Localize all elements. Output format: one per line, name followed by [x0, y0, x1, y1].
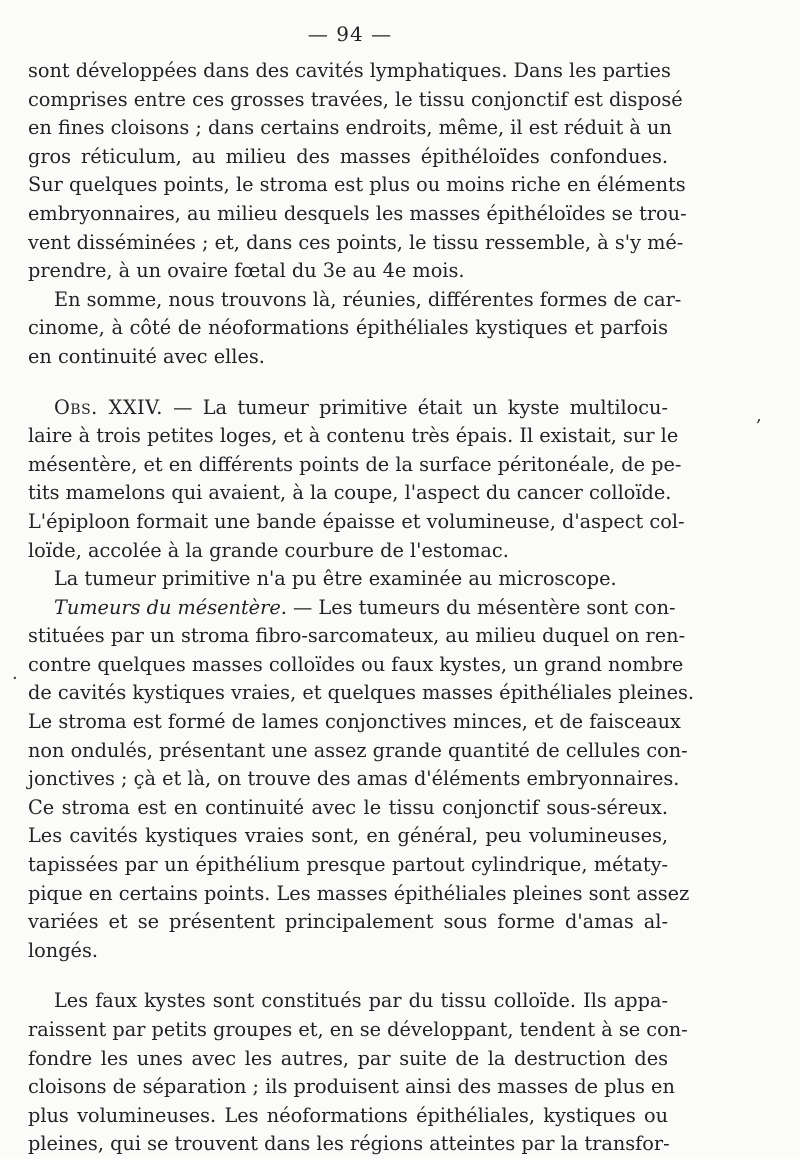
observation-label: Obs. XXIV. — [54, 395, 163, 419]
text-line: jonctives ; çà et là, on trouve des amas d'éléments embryonnaires. — [28, 767, 680, 791]
page-number: — 94 — — [307, 22, 393, 46]
section-label: Tumeurs du mésentère. — [54, 595, 287, 619]
text-line: pique en certains points. Les masses épithéliales pleines sont assez — [28, 881, 690, 905]
text-line: sont développées dans des cavités lymphatiques. Dans les parties — [28, 59, 671, 82]
text-line: non ondulés, présentant une assez grande quantité de cellules con- — [28, 738, 688, 762]
text-line: En somme, nous trouvons là, réunies, différentes formes de car- — [54, 287, 682, 311]
text-line: Les faux kystes sont constitués par du tissu colloïde. Ils appa- — [54, 989, 668, 1013]
text-line: tits mamelons qui avaient, à la coupe, l'aspect du cancer colloïde. — [28, 481, 672, 505]
text-line — [28, 594, 676, 623]
text-line: cinome, à côté de néoformations épithéliales kystiques et parfois — [28, 316, 668, 340]
text-line: embryonnaires, au milieu desquels les masses épithéloïdes se trou- — [28, 201, 687, 225]
text-span: — Les tumeurs du mésentère sont con- — [286, 595, 676, 619]
text-line: Le stroma est formé de lames conjonctives minces, et de faisceaux — [28, 710, 681, 734]
text-line: mésentère, et en différents points de la surface péritonéale, de pe- — [28, 452, 682, 476]
text-line: pleines, qui se trouvent dans les régions atteintes par la transfor- — [28, 1132, 670, 1156]
text-line — [28, 394, 668, 423]
margin-mark: · — [12, 668, 18, 689]
text-line: raissent par petits groupes et, en se développant, tendent à se con- — [28, 1018, 688, 1041]
text-line: Les cavités kystiques vraies sont, en général, peu volumineuses, — [28, 824, 668, 848]
text-line: en continuité avec elles. — [28, 344, 265, 368]
text-line: vent disséminées ; et, dans ces points, le tissu ressemble, à s'y mé- — [28, 230, 684, 254]
margin-mark: , — [756, 405, 762, 426]
observation-paragraph — [28, 394, 685, 566]
text-line: fondre les unes avec les autres, par suite de la destruction des — [28, 1046, 668, 1070]
section-paragraph — [28, 594, 695, 966]
text-line: contre quelques masses colloïdes ou faux kystes, un grand nombre — [28, 652, 684, 676]
text-line: cloisons de séparation ; ils produisent ainsi des masses de plus en — [28, 1075, 675, 1099]
text-line: prendre, à un ovaire fœtal du 3e au 4e mois. — [28, 259, 465, 283]
text-line: L'épiploon formait une bande épaisse et volumineuse, d'aspect col- — [28, 509, 685, 533]
text-line: tapissées par un épithélium presque partout cylindrique, métaty- — [28, 853, 668, 877]
text-line: variées et se présentent principalement sous forme d'amas al- — [28, 910, 668, 934]
text-line: gros réticulum, au milieu des masses épithéloïdes confondues. — [28, 144, 668, 168]
text-line: laire à trois petites loges, et à contenu très épais. Il existait, sur le — [28, 424, 679, 448]
body-text — [28, 57, 695, 1159]
paragraph — [28, 57, 687, 286]
text-line: Sur quelques points, le stroma est plus ou moins riche en éléments — [28, 173, 686, 197]
text-line: en fines cloisons ; dans certains endroits, même, il est réduit à un — [28, 116, 672, 140]
text-line: longés. — [28, 938, 98, 962]
paragraph — [28, 286, 682, 372]
text-line: Ce stroma est en continuité avec le tissu conjonctif sous-séreux. — [28, 795, 668, 819]
text-line: de cavités kystiques vraies, et quelques masses épithéliales pleines. — [28, 681, 695, 705]
text-line: comprises entre ces grosses travées, le tissu conjonctif est disposé — [28, 87, 683, 111]
text-line: plus volumineuses. Les néoformations épithéliales, kystiques ou — [28, 1103, 668, 1127]
text-line: La tumeur primitive n'a pu être examinée au microscope. — [54, 567, 617, 591]
paragraph — [28, 987, 688, 1159]
text-span: — La tumeur primitive était un kyste multilocu- — [162, 395, 668, 419]
text-line: stituées par un stroma fibro-sarcomateux, au milieu duquel on ren- — [28, 624, 686, 648]
paragraph — [28, 565, 668, 594]
text-line: loïde, accolée à la grande courbure de l'estomac. — [28, 538, 509, 562]
